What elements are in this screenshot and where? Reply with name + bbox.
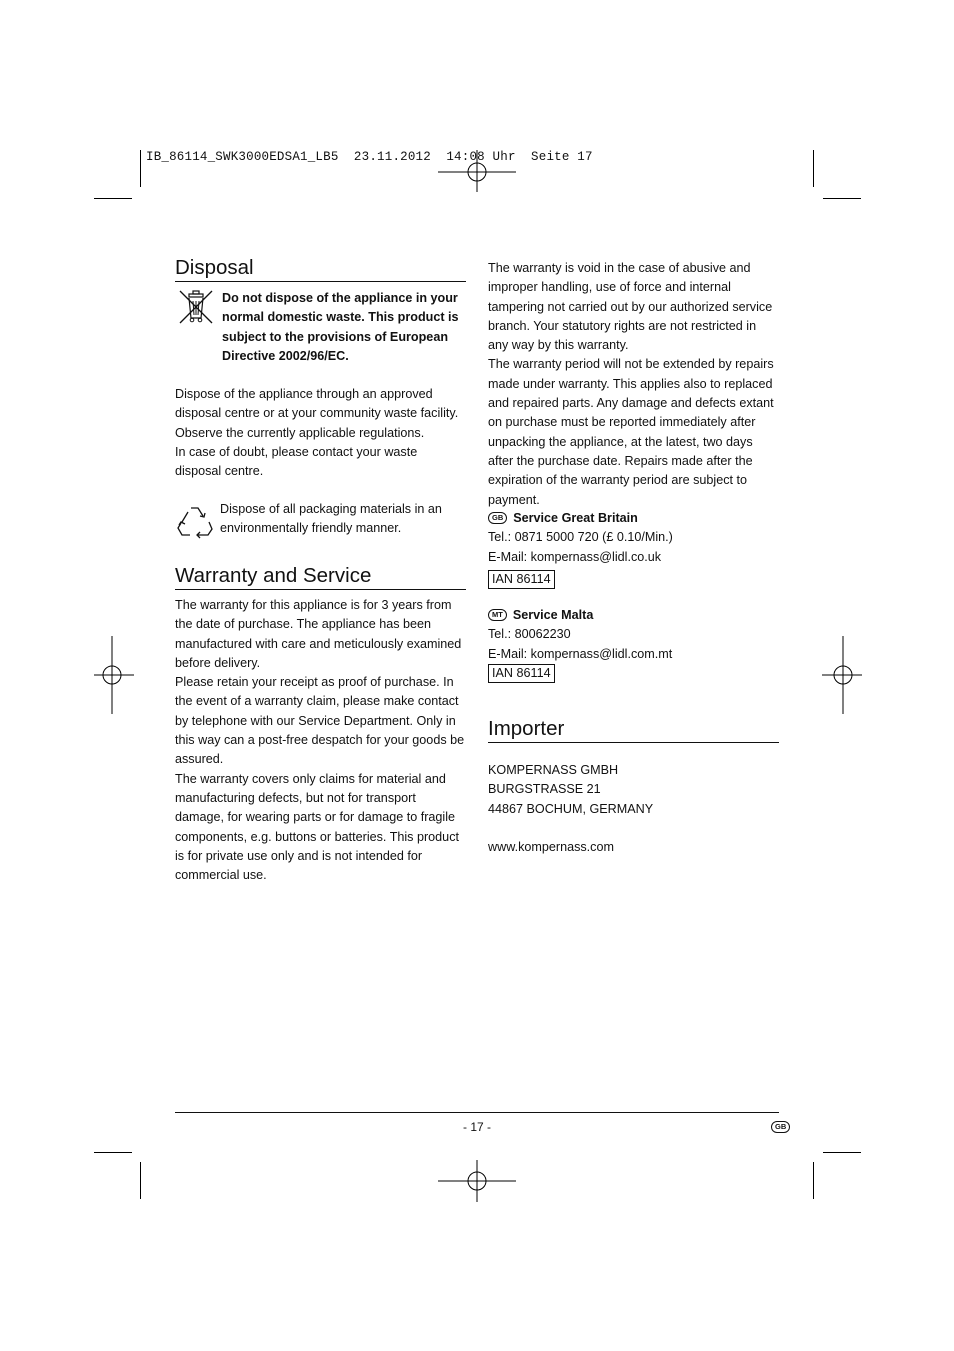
service-gb-tel: Tel.: 0871 5000 720 (£ 0.10/Min.) bbox=[488, 530, 673, 545]
disposal-section bbox=[175, 255, 466, 282]
disposal-line: In case of doubt, please contact your waste disposal centre. bbox=[175, 444, 418, 479]
warranty-heading: Warranty and Service bbox=[175, 563, 466, 590]
importer-line: 44867 BOCHUM, GERMANY bbox=[488, 801, 654, 816]
disposal-instructions bbox=[175, 385, 466, 481]
registration-mark-left bbox=[94, 636, 134, 714]
warranty-section bbox=[175, 563, 466, 885]
service-gb-ian: IAN 86114 bbox=[488, 570, 555, 589]
importer-line: KOMPERNASS GMBH bbox=[488, 763, 619, 777]
importer-line: BURGSTRASSE 21 bbox=[488, 782, 601, 797]
recycle-icon bbox=[176, 502, 214, 540]
disposal-line: Observe the currently applicable regulations. bbox=[175, 425, 425, 440]
service-mt-email: E-Mail: kompernass@lidl.com.mt bbox=[488, 646, 673, 661]
packaging-note: Dispose of all packaging materials in an environmentally friendly manner. bbox=[220, 502, 442, 536]
mt-badge: MT bbox=[488, 609, 507, 621]
gb-badge: GB bbox=[488, 512, 507, 524]
importer-website: www.kompernass.com bbox=[488, 839, 614, 854]
registration-mark-top bbox=[438, 150, 516, 192]
importer-section bbox=[488, 716, 779, 857]
warranty-paragraph: Please retain your receipt as proof of purchase. In the event of a warranty claim, please make contact by telephone with our Service Department. Only in this way can a post-free despatch for your goods be assured. bbox=[175, 675, 465, 767]
footer-rule bbox=[175, 1112, 779, 1113]
service-mt bbox=[488, 606, 779, 683]
warranty-continued bbox=[488, 259, 779, 510]
print-slug: IB_86114_SWK3000EDSA1_LB5 23.11.2012 14:08 Uhr Seite 17 bbox=[146, 150, 593, 164]
service-mt-tel: Tel.: 80062230 bbox=[488, 627, 571, 642]
warranty-paragraph: The warranty is void in the case of abusive and improper handling, use of force and internal tampering not carried out by our authorized service branch. Your statutory rights are not restricted in any way by this warranty. bbox=[488, 261, 773, 353]
page-number: - 17 - bbox=[462, 1120, 491, 1134]
service-gb-title: Service Great Britain bbox=[513, 511, 638, 525]
warranty-paragraph: The warranty period will not be extended by repairs made under warranty. This applies also to replaced and repaired parts. Any damage and defects extant on purchase must be reported immediately after unpacking the appliance, at the latest, two days after the purchase date. Repairs made after the expiration of the warranty period are subject to payment. bbox=[488, 357, 774, 507]
disposal-notice: Do not dispose of the appliance in your normal domestic waste. This product is subject to the provisions of European Directive 2002/96/EC. bbox=[222, 291, 459, 363]
warranty-paragraph: The warranty covers only claims for material and manufacturing defects, but not for transport damage, for wearing parts or for damage to fragile components, e.g. buttons or batteries. This product is for private use only and is not intended for commercial use. bbox=[175, 771, 459, 883]
importer-heading: Importer bbox=[488, 716, 779, 743]
warranty-paragraph: The warranty for this appliance is for 3 years from the date of purchase. The appliance has been manufactured with care and meticulously examined before delivery. bbox=[175, 598, 462, 670]
registration-mark-right bbox=[822, 636, 862, 714]
service-mt-ian: IAN 86114 bbox=[488, 664, 555, 683]
crossed-bin-icon bbox=[177, 288, 215, 326]
disposal-line: Dispose of the appliance through an approved disposal centre or at your community waste facility. bbox=[175, 387, 459, 421]
service-gb bbox=[488, 509, 779, 589]
footer-gb-badge: GB bbox=[771, 1121, 790, 1133]
service-mt-title: Service Malta bbox=[512, 608, 594, 622]
service-gb-email: E-Mail: kompernass@lidl.co.uk bbox=[488, 549, 662, 564]
disposal-heading: Disposal bbox=[175, 255, 466, 282]
registration-mark-bottom bbox=[438, 1160, 516, 1202]
